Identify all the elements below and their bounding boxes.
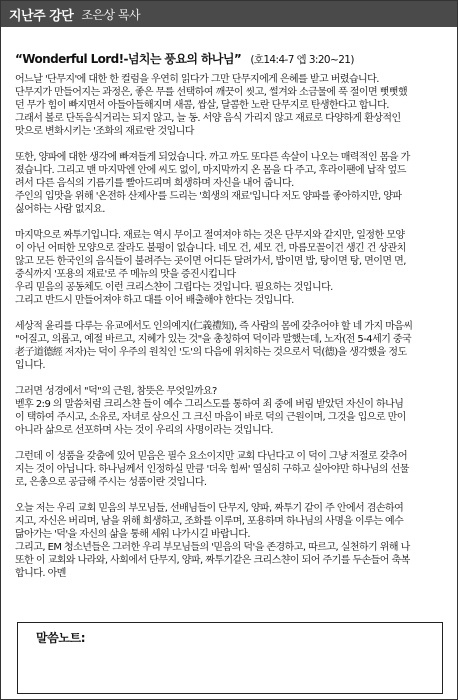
paragraph-7: [15, 502, 445, 580]
text-line: 그리고 반드시 만들어져야 하고 대를 이어 배출해야 한다는 것입니다.: [15, 295, 294, 306]
text-line: 던 무가 힘이 빠지면서 아들아들해지며 새콤, 쌉살, 달콤한 노란 단무지로 탄생한다고 합니다.: [15, 100, 389, 111]
text-line: 오늘 저는 우리 교회 믿음의 부모님들, 선배님들이 단무지, 양파, 짜투기 같이 주 안에서 겸손하여: [15, 503, 404, 514]
text-line: 로, 은총으로 공급해 주시는 성품이란 것입니다.: [15, 477, 207, 488]
text-line: 싫어하는 사람 없지요.: [15, 204, 105, 215]
sermon-title: “Wonderful Lord!-넘치는 풍요의 하나님”: [15, 52, 242, 66]
paragraph-5: [15, 385, 445, 437]
paragraph-2: [15, 151, 445, 216]
text-line: 아니라 삶으로 선포하며 사는 것이 우리의 사명이라는 것입니다.: [15, 425, 273, 436]
paragraph-4: [15, 320, 445, 372]
sermon-notes-label: 말씀노트:: [36, 631, 86, 645]
paragraph-6: [15, 450, 445, 489]
text-line: 세상적 윤리를 다루는 유교에서도 인의예지(仁義禮知), 즉 사람의 몸에 갖추어야 할 네 가지 마음씨: [15, 321, 413, 332]
text-line: 않고 모든 한국인의 음식들이 불려주는 곳이면 어디든 달려가서, 밥이면 밥, 탕이면 탕, 면이면 면,: [15, 256, 406, 267]
sermon-notes-box[interactable]: [17, 622, 443, 694]
header-author: 조은상 목사: [81, 7, 141, 22]
text-line: 지는 것이 아닙니다. 하나님께서 인정하실 만큼 '더욱 힘써' 열심히 구하고 실아야만 하나님의 선물: [15, 464, 409, 475]
text-line: 우리 믿음의 공동체도 이런 크리스챤이 그립다는 것입니다. 필요하는 것입니다.: [15, 282, 333, 293]
text-line: 또한, 양파에 대한 생각에 빠져들게 되었습니다. 까고 까도 또다른 속살이 나오는 매력적인 몸을 가: [15, 152, 410, 163]
text-line: 벧후 2:9 의 말씀처럼 크리스챤 들이 예수 그리스도를 통하여 죄 중에 버림 받았던 자신이 하나님: [15, 399, 404, 410]
text-line: 老子道德經 저자)는 덕이 우주의 원칙인 '도'의 다음에 위치하는 것으로서 덕(德)을 생각했을 정도: [15, 347, 407, 358]
paragraph-3: [15, 229, 445, 307]
text-line: 그래서 볼로 단독음식거리는 되지 않고, 늘 동. 서양 음식 가리지 않고 재료로 다양하게 환상적인: [15, 113, 401, 124]
text-line: 졌습니다. 그리고 맨 마지막엔 안에 씨도 없이, 마지막까지 온 몸을 다 주고, 후라이팬에 납작 엎드: [15, 165, 406, 176]
text-line: 마지막으로 짜투기입니다. 재료는 역시 무이고 절여져야 하는 것은 단무지와 같지만, 일정한 모양: [15, 230, 405, 241]
sermon-body: [15, 73, 445, 593]
text-line: "어질고, 의롭고, 예절 바르고, 지혜가 있는 것"을 총칭하여 덕이라 말했는데, 노자(전 5-4세기 중국: [15, 334, 412, 345]
text-line: 단무지가 만들어지는 과정은, 좋은 무를 선택하여 깨끗이 씻고, 썰겨와 소금물에 푹 절이면 뻣뻣했: [15, 87, 408, 98]
text-line: 이 아닌 어떠한 모양으로 잘라도 불평이 없습니다. 네모 건, 세모 건, 마름모꼴이건 생긴 건 상관치: [15, 243, 406, 254]
text-line: 맛으로 변화시키는 '조화의 재료'란 것입니다: [15, 126, 194, 137]
header-title: 지난주 강단: [9, 8, 74, 24]
text-line: 입니다.: [15, 360, 45, 371]
text-line: 지고, 자신은 버리며, 남을 위해 희생하고, 조화를 이루며, 포용하며 하나님의 사명을 이루는 예수: [15, 516, 404, 527]
text-line: 그런데 이 성품을 갖춤에 있어 믿음은 필수 요소이지만 교회 다닌다고 이 덕이 그냥 저절로 갖추어: [15, 451, 408, 462]
text-line: 합니다. 아멘: [15, 568, 66, 579]
header-bar: [1, 1, 457, 27]
text-line: 주인의 입맛을 위해 '온전하 산제사'를 드리는 '희생의 재료'입니다 저도 양파를 좋아하지만, 양파: [15, 191, 402, 202]
text-line: 이 택하여 주시고, 소유로, 자녀로 삼으신 그 크신 마음이 바로 덕의 근원이며, 그것을 입으로 만이: [15, 412, 406, 423]
sermon-title-row: [15, 48, 445, 67]
text-line: 또한 이 교회와 나라와, 사회에서 단무지, 양파, 짜투기같은 크리스챤이 되어 주기를 두손들어 축복: [15, 555, 410, 566]
scripture-reference: (호14:4-7 엡 3:20~21): [250, 54, 354, 66]
text-line: 그러면 성경에서 "덕"의 근원, 참뜻은 무엇일까요?: [15, 386, 217, 397]
text-line: 어느날 '단무지'에 대한 한 컬럼을 우연히 읽다가 그만 단무지에게 은혜를 받고 버렸습니다.: [15, 74, 379, 85]
text-line: 닮아가는 '덕'을 자신의 삶을 통해 세워 나가시길 바랍니다.: [15, 529, 250, 540]
text-line: 중식까지 '포용의 재료'로 주 메뉴의 맛을 증진시킵니다: [15, 269, 236, 280]
text-line: 그리고, EM 청소년들은 그러한 우리 부모님들의 '믿음의 덕'을 존경하고, 따르고, 실천하기 위해 나: [15, 542, 410, 553]
text-line: 려서 다른 음식의 기름기를 빨아드리며 희생하며 자신을 내어 줍니다.: [15, 178, 294, 189]
paragraph-1: [15, 73, 445, 138]
